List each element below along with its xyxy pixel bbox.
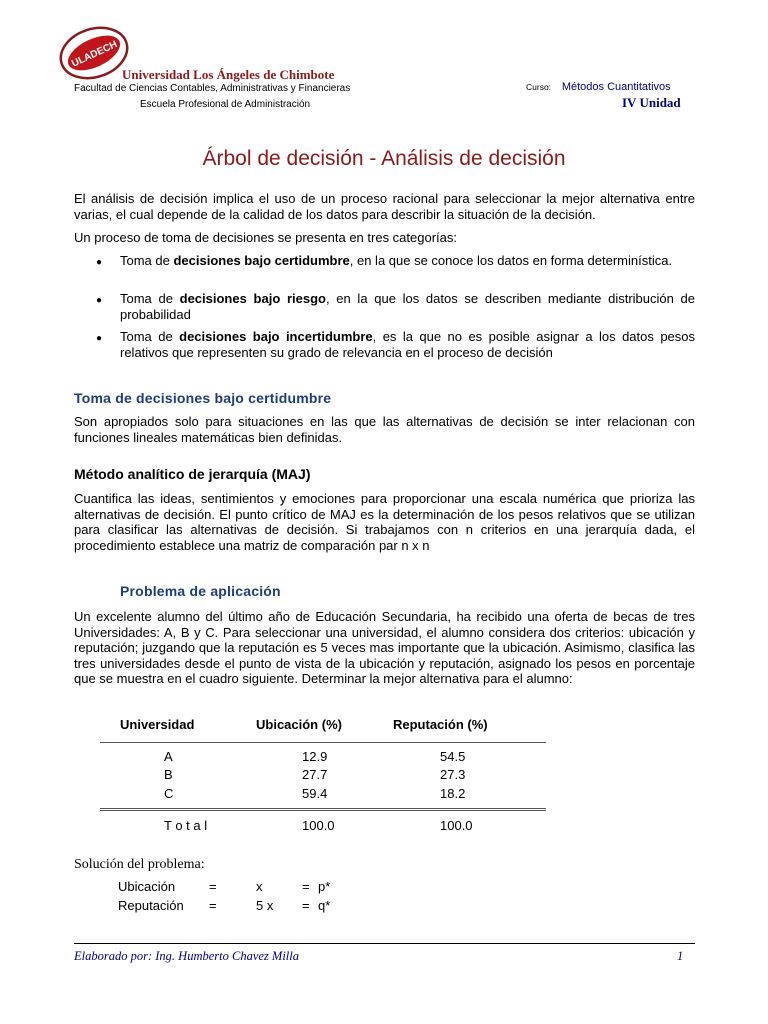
table-cell: 59.4 [302,786,328,801]
section-heading-problema: Problema de aplicación [120,583,281,599]
equation-term: Ubicación [118,879,176,894]
equation-sign: = [302,898,310,913]
school-name: Escuela Profesional de Administración [140,99,311,110]
column-header: Reputación (%) [393,717,488,732]
logo-lettering: ULADECH [70,39,120,70]
bullet-bold: decisiones bajo riesgo [179,291,326,306]
bullet-suffix: , en la que se conoce los datos en forma determinística. [349,253,673,268]
total-cell: 100.0 [302,818,335,833]
footer-rule [74,943,695,944]
maj-paragraph: Cuantifica las ideas, sentimientos y emociones para proporcionar una escala numérica que prioriza las alternativas de decisión. El punto crítico de MAJ es la determinación de los pesos relativos que se utilizan para clasificar las alternativas de decisión. Si trabajamos con n criterios en una jerarquía dada, el procedimiento establece una matriz de comparación par n x n [74,491,695,553]
unit-label: IV Unidad [622,95,681,110]
course-info [526,81,671,93]
bullet-dot: ● [96,295,103,306]
intro-paragraph: El análisis de decisión implica el uso de un proceso racional para seleccionar la mejor alternativa entre varias, el cual depende de la calidad de los datos para describir la situación de la decisión. [74,191,695,222]
bullet-prefix: Toma de [120,291,180,306]
table-cell: 27.7 [302,767,328,782]
table-cell: C [164,786,174,801]
section-heading-certidumbre: Toma de decisiones bajo certidumbre [74,390,332,406]
problem-paragraph: Un excelente alumno del último año de Educación Secundaria, ha recibido una oferta de becas de tres Universidades: A, B y C. Para seleccionar una universidad, el alumno considera dos criterios: ubicación y reputación; juzgando que la reputación es 5 veces mas importante que la ubicación. Asimismo, clasifica las tres universidades desde el punto de vista de la ubicación y reputación, asignado los pesos en porcentaje que se muestra en el cuadro siguiente. Determinar la mejor alternativa para el alumno: [74,609,695,686]
table-cell: A [164,749,173,764]
solution-title: Solución del problema: [74,857,205,872]
course-name: Métodos Cuantitativos [561,81,671,93]
equation-term: Reputación [118,898,184,913]
total-cell: 100.0 [440,818,473,833]
list-item [120,329,695,360]
column-header: Ubicación (%) [256,717,342,732]
table-cell: B [164,767,173,782]
university-name: Universidad Los Ángeles de Chimbote [122,67,335,82]
bullet-suffix: , en la que los datos se describen mediante distribución de probabilidad [120,291,695,322]
list-item [120,253,695,269]
table-cell: 27.3 [440,767,466,782]
equation-sign: = [302,879,310,894]
equation-sign: = [209,898,217,913]
bullet-dot: ● [96,333,103,344]
faculty-name: Facultad de Ciencias Contables, Administrativas y Financieras [74,83,351,94]
equation-term: p* [318,879,331,894]
equation-term: q* [318,898,331,913]
bullet-bold: decisiones bajo certidumbre [173,253,350,268]
table-cell: 54.5 [440,749,466,764]
table-cell: 12.9 [302,749,328,764]
bullet-prefix: Toma de [120,253,174,268]
equation-term: x [256,879,263,894]
bullet-bold: decisiones bajo incertidumbre [179,329,373,344]
equation-sign: = [209,879,217,894]
page-number: 1 [677,949,684,963]
categories-intro: Un proceso de toma de decisiones se presenta en tres categorías: [74,230,457,245]
equation-term: 5 x [256,898,274,913]
footer-author: Elaborado por: Ing. Humberto Chavez Milla [74,949,299,963]
course-label: Curso: [526,82,552,92]
table-double-rule [100,808,546,811]
table-cell: 18.2 [440,786,466,801]
bullet-dot: ● [96,257,103,268]
certidumbre-paragraph: Son apropiados solo para situaciones en las que las alternativas de decisión se inter relacionan con funciones lineales matemáticas bien definidas. [74,414,695,445]
page-title: Árbol de decisión - Análisis de decisión [202,147,566,170]
uladech-logo [56,20,132,84]
total-label: T o t a l [164,818,208,833]
section-heading-maj: Método analítico de jerarquía (MAJ) [74,466,311,482]
bullet-suffix: , es la que no es posible asignar a los datos pesos relativos que representen su grado de relevancia en el proceso de decisión [120,329,696,360]
list-item [120,291,695,322]
table-rule [100,742,546,743]
bullet-prefix: Toma de [120,329,180,344]
column-header: Universidad [120,717,195,732]
